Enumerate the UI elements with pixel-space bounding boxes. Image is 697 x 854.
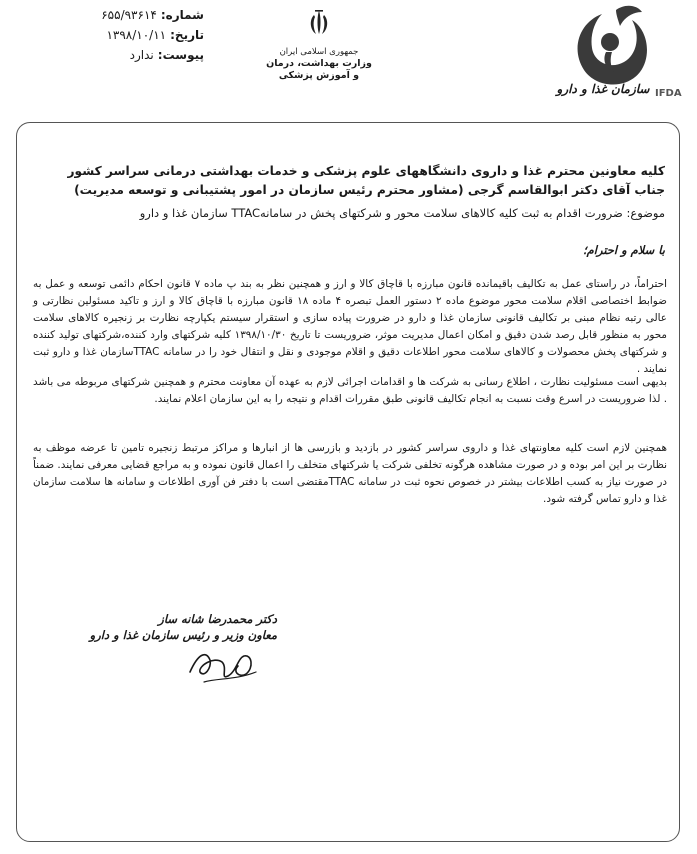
body-paragraph-1: احتراماً، در راستای عمل به تکالیف باقیمانده قانون مبارزه با قاچاق کالا و ارز و همچنین نظر به بند پ ماده ۷ قانون احکام دائمی توسعه و عمل به ضوابط اختصاصی اقلام سلامت محور موضوع ماده ۲ دستور العمل تبصره ۴ ماده ۱۸ قانون مبارزه با قاچاق کالا و ارز و تاکید مسئولین نظارتی و عالی رتبه نظام مبنی بر تکالیف قانونی سازمان غذا و دارو در ضرورت پیاده سازی و استقرار سیستم یکپارچه نظارت بر زنجیره کالاهای سلامت محور به منظور قابل رصد شدن دقیق و امکان اعمال مدیریت موثر، ضروریست تا تاریخ ۱۳۹۸/۱۰/۳۰ کلیه شرکتهای وارد کننده،شرکتهای تولید کننده و شرکتهای پخش محصولات و کالاهای سلامت محور اطلاعات دقیق و اقلام موجودی و نقل و انتقال خود را در سامانه TTACسازمان غذا و دارو ثبت نمایند .	[33, 278, 667, 376]
signatory-name: دکتر محمدرضا شانه ساز	[158, 612, 277, 626]
number-value: ۶۵۵/۹۳۶۱۴	[101, 8, 157, 22]
addressee-line-2: جناب آقای دکتر ابوالقاسم گرجی (مشاور محترم رئیس سازمان در امور پشتیبانی و توسعه مدیریت)	[74, 183, 665, 197]
attachment-label: پیوست:	[157, 48, 204, 62]
letter-date-row	[64, 28, 204, 48]
signature-block	[47, 612, 277, 642]
ministry-name-line2: و آموزش پزشکی	[278, 70, 360, 81]
signatory-title: معاون وزیر و رئیس سازمان غذا و دارو	[89, 628, 277, 642]
number-label: شماره:	[160, 8, 204, 22]
ministry-name-line1: وزارت بهداشت، درمان	[266, 58, 372, 69]
handwritten-signature	[184, 642, 264, 688]
iran-emblem-icon	[304, 8, 334, 38]
subject-text: ضرورت اقدام به ثبت کلیه کالاهای سلامت محور و شرکتهای پخش در سامانهTTAC سازمان غذا و دارو	[139, 206, 623, 220]
ministry-emblem	[264, 8, 374, 82]
letter-meta	[64, 8, 204, 68]
body-paragraph-2: بدیهی است مسئولیت نظارت ، اطلاع رسانی به شرکت ها و اقدامات اجرائی لازم به عهده آن معاونت محترم و همچنین شرکتهای مربوطه می باشد . لذا ضروریست در اسرع وقت نسبت به انجام تکالیف قانونی طبق مقررات اقدام و نتیجه را به این سازمان اعلام نمایند.	[33, 376, 667, 406]
letter-attachment-row	[64, 48, 204, 68]
letter-greeting: با سلام و احترام؛	[583, 243, 665, 257]
date-label: تاریخ:	[170, 28, 204, 42]
subject-label: موضوع:	[626, 206, 665, 220]
org-name: سازمان غذا و دارو	[556, 82, 650, 96]
attachment-value: ندارد	[129, 48, 154, 62]
letter-subject	[45, 204, 665, 222]
org-abbr: IFDA	[655, 88, 682, 99]
date-value: ۱۳۹۸/۱۰/۱۱	[106, 28, 167, 42]
letter-addressee	[45, 162, 665, 200]
republic-name: جمهوری اسلامی ایران	[279, 47, 359, 57]
letter-number-row	[64, 8, 204, 28]
addressee-line-1: کلیه معاونین محترم غذا و داروی دانشگاههای علوم پزشکی و خدمات بهداشتی درمانی سراسر کشور	[67, 164, 665, 178]
body-paragraph-3: همچنین لازم است کلیه معاونتهای غذا و داروی سراسر کشور در بازدید و بازرسی ها از انبارها و مراکز مرتبط زنجیره تامین تا عرضه موظف به نظارت بر این امر بوده و در صورت مشاهده هرگونه تخلفی شرکت یا شرکتهای متخلف را اعمال قانون نموده و به مراجع قضایی معرفی نمایند. ضمناً در صورت نیاز به کسب اطلاعات بیشتر در خصوص نحوه ثبت در سامانه TTACمقتضی است با دفتر فن آوری اطلاعات و سامانه ها سلامت سازمان غذا و دارو تماس گرفته شود.	[33, 442, 667, 506]
